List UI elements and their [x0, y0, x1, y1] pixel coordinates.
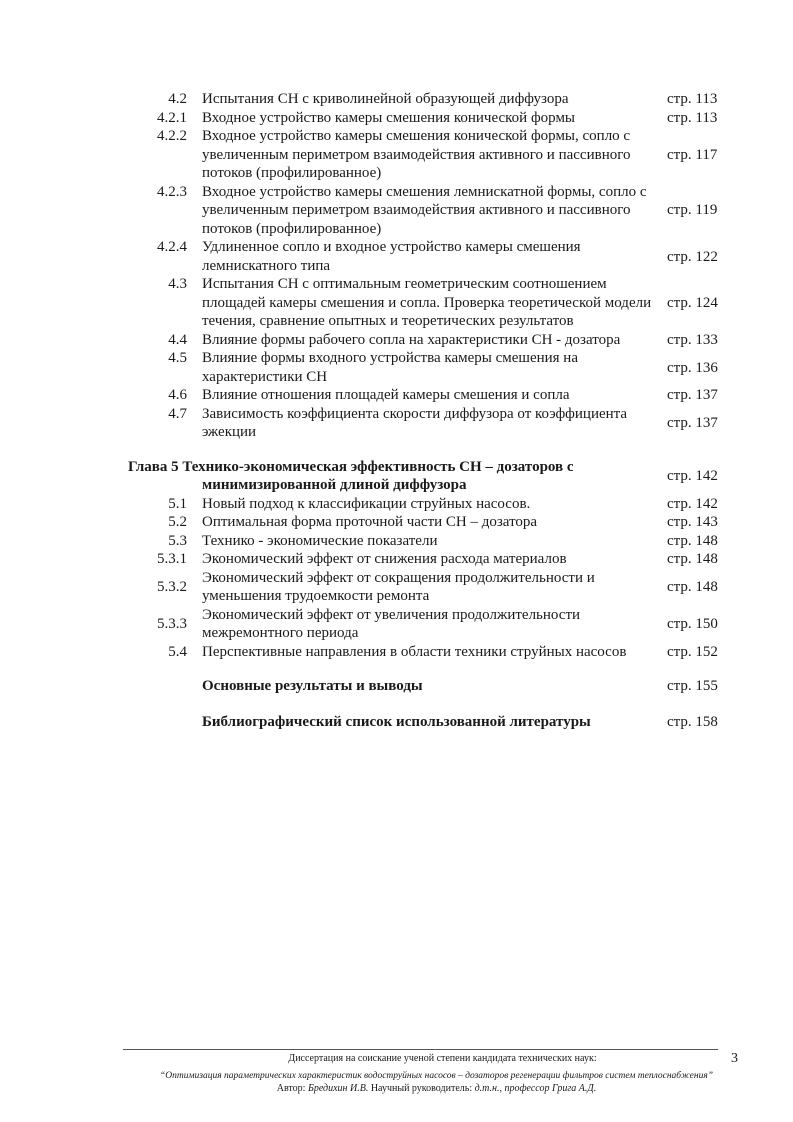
toc-entry-4-3 — [0, 275, 793, 331]
toc-entry-5-3-2 — [0, 569, 793, 606]
toc-entry-title: Влияние формы рабочего сопла на характеристики СН - дозатора — [202, 331, 621, 348]
toc-entry-page: стр. 142 — [667, 495, 718, 512]
toc-entry-5-2 — [0, 513, 793, 532]
toc-entry-title: Перспективные направления в области техники струйных насосов — [202, 643, 627, 660]
chapter-title-line2: минимизированной длиной диффузора — [202, 477, 467, 493]
toc-entry-title: Испытания СН с криволинейной образующей диффузора — [202, 91, 569, 107]
toc-entry-4-2-1 — [0, 109, 793, 128]
toc-entry-title: Технико - экономические показатели — [202, 532, 438, 549]
toc-entry-4-4 — [0, 331, 793, 350]
toc-entry-page: стр. 136 — [667, 359, 718, 376]
toc-entry-4-7 — [0, 405, 793, 442]
toc-entry-page: стр. 137 — [667, 414, 718, 431]
toc-entry-number: 4.2.3 — [157, 183, 187, 200]
toc-entry-4-5 — [0, 349, 793, 386]
toc-entry-5-1 — [0, 495, 793, 514]
toc-entry-page: стр. 117 — [667, 146, 718, 163]
bibliography-page: стр. 158 — [667, 714, 718, 730]
toc-entry-page: стр. 152 — [667, 643, 718, 660]
supervisor-name: д.т.н., профессор Грига А.Д. — [474, 1083, 597, 1094]
toc-entry-number: 5.4 — [168, 643, 187, 660]
chapter-5-heading — [0, 458, 793, 495]
chapter-page: стр. 142 — [667, 467, 718, 484]
toc-entry-5-3 — [0, 532, 793, 551]
toc-entry-page: стр. 148 — [667, 532, 718, 549]
toc-entry-number: 4.2.1 — [157, 109, 187, 126]
toc-entry-page: стр. 119 — [667, 202, 718, 218]
footer-dissertation-title: “Оптимизация параметрических характеристик водоструйных насосов – дозаторов регенерации фильтров систем теплоснабжения” — [159, 1071, 714, 1081]
table-of-contents — [0, 90, 793, 733]
author-prefix: Автор: — [276, 1083, 308, 1094]
toc-entry-page: стр. 143 — [667, 514, 718, 530]
toc-entry-title: Влияние отношения площадей камеры смешения и сопла — [202, 387, 570, 403]
toc-entry-title: Удлиненное сопло и входное устройство камеры смешения лемнискатного типа — [202, 239, 581, 274]
toc-entry-page: стр. 133 — [667, 331, 718, 348]
toc-entry-4-6 — [0, 386, 793, 405]
toc-entry-number: 4.2.2 — [157, 128, 187, 144]
results-title: Основные результаты и выводы — [202, 678, 423, 694]
toc-entry-number: 5.3.2 — [157, 578, 187, 595]
spacer — [0, 661, 793, 677]
toc-entry-title: Экономический эффект от сокращения продолжительности и уменьшения трудоемкости ремонта — [202, 569, 595, 604]
toc-entry-number: 4.5 — [168, 350, 187, 366]
toc-entry-5-4 — [0, 643, 793, 662]
toc-entry-number: 5.3.3 — [157, 615, 187, 632]
toc-entry-title: Входное устройство камеры смешения конической формы — [202, 109, 576, 126]
page-number: 3 — [731, 1051, 738, 1066]
toc-entry-title: Зависимость коэффициента скорости диффузора от коэффициента эжекции — [202, 405, 628, 440]
toc-entry-page: стр. 148 — [667, 551, 718, 567]
toc-entry-page: стр. 124 — [667, 294, 718, 311]
toc-entry-title: Оптимальная форма проточной части СН – дозатора — [202, 514, 538, 530]
chapter-title — [128, 458, 628, 495]
toc-entry-title: Входное устройство камеры смешения лемнискатной формы, сопло с увеличенным периметром взаимодействия активного и пассивного потоков (профилированное) — [202, 183, 647, 237]
toc-entry-number: 4.3 — [168, 276, 187, 292]
supervisor-prefix: Научный руководитель: — [368, 1083, 475, 1094]
toc-entry-page: стр. 150 — [667, 615, 718, 632]
spacer — [0, 442, 793, 458]
toc-entry-number: 4.4 — [168, 331, 187, 348]
toc-bibliography — [0, 713, 793, 733]
author-name: Бредихин И.В. — [307, 1083, 369, 1094]
toc-entry-4-2-4 — [0, 238, 793, 275]
toc-results — [0, 677, 793, 697]
toc-entry-number: 5.3.1 — [157, 551, 187, 567]
toc-entry-5-3-1 — [0, 550, 793, 569]
footer-dissertation-line: Диссертация на соискание ученой степени кандидата технических наук: — [288, 1053, 597, 1064]
toc-entry-title: Входное устройство камеры смешения конической формы, сопло с увеличенным периметром взаимодействия активного и пассивного потоков (профилированное) — [202, 128, 631, 181]
toc-entry-page: стр. 113 — [667, 109, 718, 126]
toc-entry-4-2-2 — [0, 127, 793, 183]
toc-entry-number: 4.6 — [168, 387, 187, 403]
toc-entry-title: Испытания СН с оптимальным геометрическим соотношением площадей камеры смешения и сопла. Проверка теоретической модели течения, сравнение опытных и теоретических результатов — [202, 276, 652, 329]
toc-entry-number: 4.7 — [168, 405, 187, 422]
footer-author-line — [40, 1083, 793, 1094]
results-page: стр. 155 — [667, 678, 718, 694]
toc-entry-5-3-3 — [0, 606, 793, 643]
toc-entry-page: стр. 122 — [667, 248, 718, 265]
toc-entry-number: 5.2 — [168, 514, 187, 530]
toc-entry-title: Новый подход к классификации струйных насосов. — [202, 495, 531, 512]
toc-entry-page: стр. 148 — [667, 578, 718, 595]
toc-entry-number: 5.3 — [168, 532, 187, 549]
toc-entry-title: Экономический эффект от увеличения продолжительности межремонтного периода — [202, 606, 581, 641]
toc-entry-4-2 — [0, 90, 793, 109]
toc-entry-title: Экономический эффект от снижения расхода материалов — [202, 551, 567, 567]
spacer — [0, 697, 793, 713]
toc-entry-number: 4.2 — [168, 91, 187, 107]
bibliography-title: Библиографический список использованной литературы — [202, 714, 591, 730]
toc-entry-page: стр. 137 — [667, 387, 718, 403]
footer-divider — [123, 1049, 718, 1050]
toc-entry-number: 5.1 — [168, 495, 187, 512]
toc-entry-4-2-3 — [0, 183, 793, 239]
chapter-title-line1: Глава 5 Технико-экономическая эффективность СН – дозаторов с — [128, 458, 574, 475]
toc-entry-page: стр. 113 — [667, 91, 718, 107]
toc-entry-title: Влияние формы входного устройства камеры смешения на характеристики СН — [202, 350, 578, 385]
toc-entry-number: 4.2.4 — [157, 239, 187, 255]
